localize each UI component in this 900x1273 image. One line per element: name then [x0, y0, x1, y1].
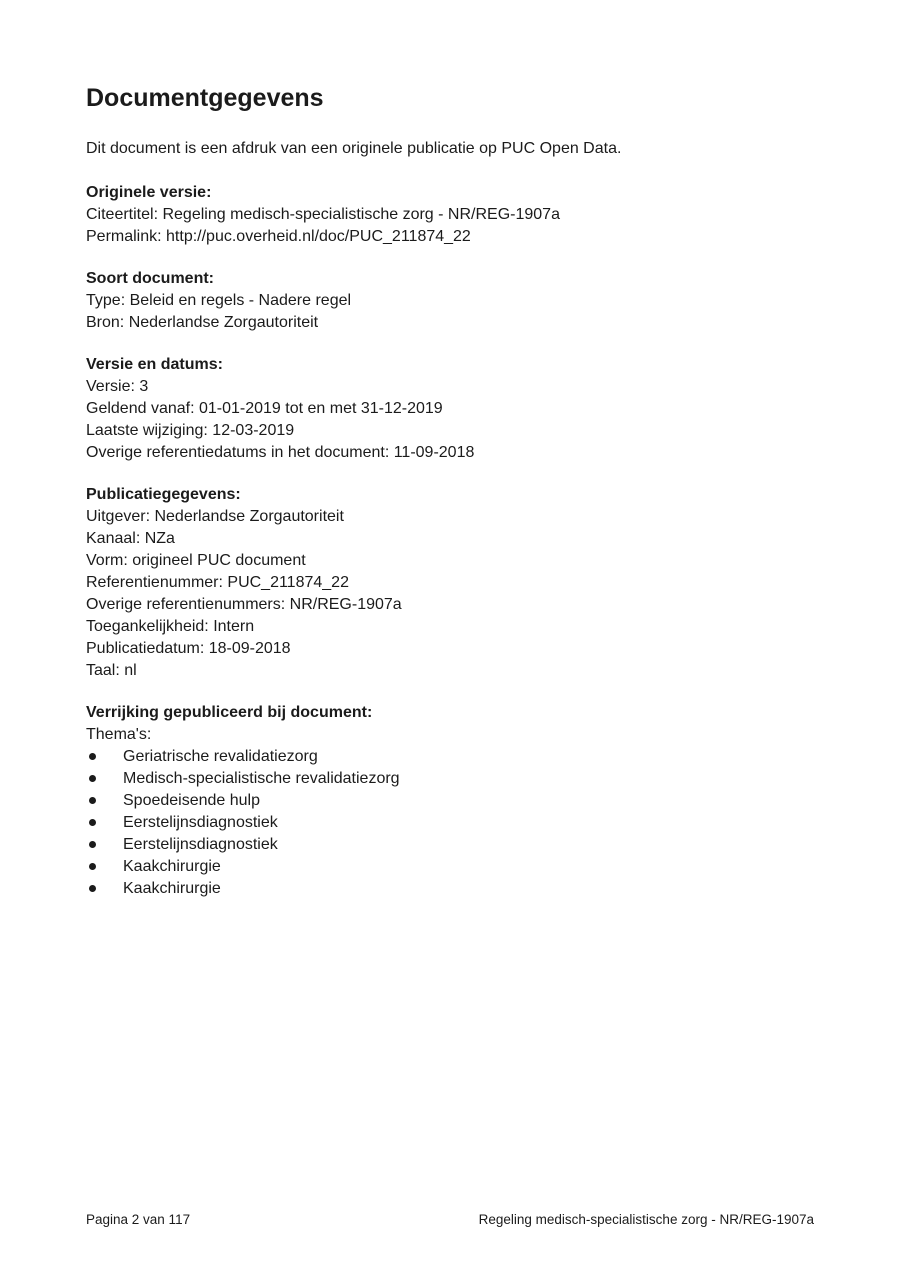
detail-line-overige-referentienummers: Overige referentienummers: NR/REG-1907a: [86, 596, 402, 613]
detail-line-referentienummer: Referentienummer: PUC_211874_22: [86, 574, 349, 591]
page-number: Pagina 2 van 117: [86, 1212, 191, 1227]
theme-list-item: Eerstelijnsdiagnostiek: [86, 834, 814, 856]
theme-list-item: Kaakchirurgie: [86, 878, 814, 900]
page-title: Documentgegevens: [86, 84, 324, 112]
detail-line-overige-referentiedatums: Overige referentiedatums in het document: 11-09-2018: [86, 444, 475, 461]
theme-list-item: Geriatrische revalidatiezorg: [86, 746, 814, 768]
detail-line-bron: Bron: Nederlandse Zorgautoriteit: [86, 314, 319, 331]
document-content: [86, 84, 814, 920]
detail-line-toegankelijkheid: Toegankelijkheid: Intern: [86, 618, 255, 635]
section-verrijking: [86, 702, 814, 900]
theme-list-item: Eerstelijnsdiagnostiek: [86, 812, 814, 834]
theme-list-item: Medisch-specialistische revalidatiezorg: [86, 768, 814, 790]
detail-line-laatste-wijziging: Laatste wijziging: 12-03-2019: [86, 422, 295, 439]
section-soort-document: [86, 268, 814, 334]
theme-list-item: Kaakchirurgie: [86, 856, 814, 878]
detail-line-citeertitel: Citeertitel: Regeling medisch-specialistische zorg - NR/REG-1907a: [86, 206, 560, 223]
detail-line-taal: Taal: nl: [86, 662, 137, 679]
section-originele-versie: [86, 182, 814, 248]
detail-line-kanaal: Kanaal: NZa: [86, 530, 175, 547]
detail-line-vorm: Vorm: origineel PUC document: [86, 552, 306, 569]
page-footer: [86, 1211, 814, 1229]
section-versie-en-datums: [86, 354, 814, 464]
detail-line-publicatiedatum: Publicatiedatum: 18-09-2018: [86, 640, 291, 657]
section-heading: Publicatiegegevens:: [86, 486, 241, 503]
detail-line-themas: Thema's:: [86, 726, 152, 743]
detail-line-geldend-vanaf: Geldend vanaf: 01-01-2019 tot en met 31-12-2019: [86, 400, 443, 417]
document-reference: Regeling medisch-specialistische zorg - NR/REG-1907a: [478, 1212, 814, 1227]
section-heading: Originele versie:: [86, 184, 212, 201]
detail-line-permalink: Permalink: http://puc.overheid.nl/doc/PUC_211874_22: [86, 228, 471, 245]
detail-line-versie: Versie: 3: [86, 378, 149, 395]
section-heading: Soort document:: [86, 270, 214, 287]
detail-line-type: Type: Beleid en regels - Nadere regel: [86, 292, 352, 309]
section-heading: Versie en datums:: [86, 356, 223, 373]
theme-list: [86, 746, 814, 900]
intro-text: Dit document is een afdruk van een originele publicatie op PUC Open Data.: [86, 140, 622, 157]
detail-line-uitgever: Uitgever: Nederlandse Zorgautoriteit: [86, 508, 344, 525]
theme-list-item: Spoedeisende hulp: [86, 790, 814, 812]
section-publicatiegegevens: [86, 484, 814, 682]
section-heading: Verrijking gepubliceerd bij document:: [86, 704, 373, 721]
